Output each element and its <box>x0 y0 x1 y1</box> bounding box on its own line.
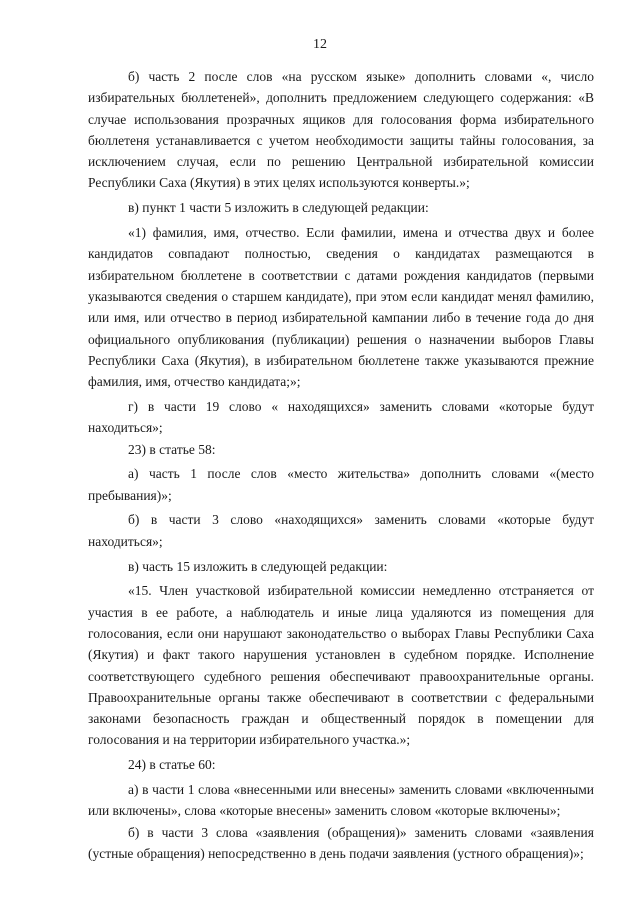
paragraph-quote-1: «1) фамилия, имя, отчество. Если фамилии, имена и отчества двух и более кандидатов совпадают полностью, сведения о кандидатах размещаются в избирательном бюллетене в соответствии с датами рождения кандидатов (первыми указываются сведения о старшем кандидате), при этом если кандидат менял фамилию, или имя, или отчество в период избирательной кампании либо в течение года до дня официального опубликования (публикации) решения о назначении выборов Главы Республики Саха (Якутия), в избирательном бюллетене также указываются прежние фамилия, имя, отчество кандидата;»; <box>88 225 594 390</box>
paragraph-article-60: 24) в статье 60: <box>128 757 216 773</box>
paragraph-g-part19: г) в части 19 слово « находящихся» заменить словами «которые будут находиться»; <box>88 398 594 436</box>
page-number: 12 <box>313 37 327 52</box>
paragraph-article-58: 23) в статье 58: <box>128 441 216 457</box>
paragraph-a-part1-60: а) в части 1 слова «внесенными или внесены» заменить словами «включенными или включены», слова «которые внесены» заменить словом «которые включены»; <box>88 782 594 819</box>
paragraph-v-point1: в) пункт 1 части 5 изложить в следующей редакции: <box>128 200 429 216</box>
paragraph-quote-15: «15. Член участковой избирательной комиссии немедленно отстраняется от участия в ее работе, а наблюдатель и иные лица удаляются из помещения для голосования, если они нарушают законодательство о выборах Главы Республики Саха (Якутия) и факт такого нарушения установлен в судебном порядке. Исполнение соответствующего судебного решения обеспечивают правоохранительные органы. Правоохранительные органы также обеспечивают в соответствии с федеральными законами безопасность граждан и общественный порядок в помещении для голосования и на территории избирательного участка.»; <box>88 583 594 748</box>
paragraph-b-part2: б) часть 2 после слов «на русском языке» дополнить словами «, число избирательных бюллетеней», дополнить предложением следующего содержания: «В случае использования прозрачных ящиков для голосования форма избирательного бюллетеня устанавливается с учетом необходимости защиты тайны голосования, за исключением случая, если по решению Центральной избирательной комиссии Республики Саха (Якутия) в этих целях используются конверты.»; <box>88 69 594 191</box>
document-body <box>88 66 594 864</box>
paragraph-v-part15: в) часть 15 изложить в следующей редакции: <box>128 558 388 574</box>
paragraph-b-part3: б) в части 3 слово «находящихся» заменить словами «которые будут находиться»; <box>88 512 594 549</box>
paragraph-b-part3-60: б) в части 3 слова «заявления (обращения)» заменить словами «заявления (устные обращения) непосредственно в день подачи заявления (устного обращения)»; <box>88 824 594 861</box>
paragraph-a-part1: а) часть 1 после слов «место жительства» дополнить словами «(место пребывания)»; <box>88 466 594 503</box>
